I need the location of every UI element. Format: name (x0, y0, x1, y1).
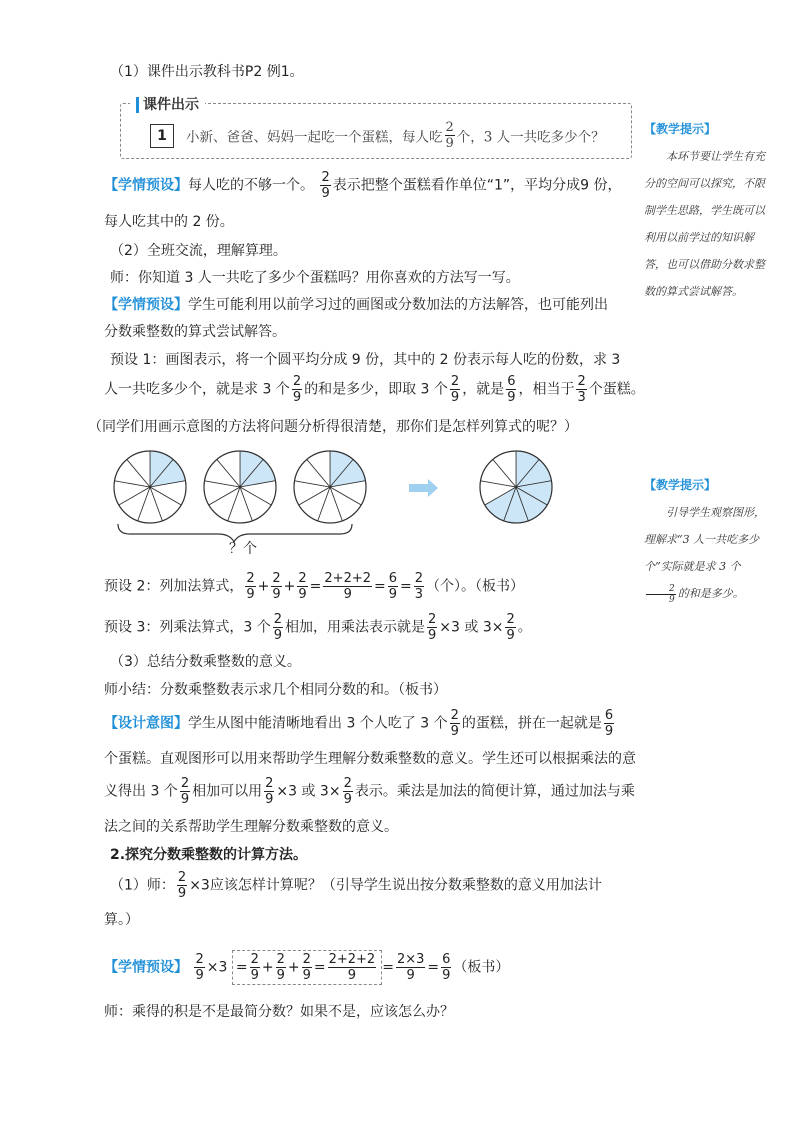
numerator: 2 (276, 952, 285, 967)
yushe-1-a: 预设 1：画图表示，将一个圆平均分成 9 份，其中的 2 份表示每人吃的份数，求 3 (110, 352, 621, 368)
denominator: 9 (265, 792, 274, 807)
numerator: 2 (265, 776, 274, 791)
pie-2 (204, 451, 276, 523)
q1-t1: （1）师： (110, 877, 175, 894)
question-calc-cont: 算。） (104, 912, 139, 928)
numerator: 2+2+2 (328, 952, 376, 967)
arrow-right-icon (409, 479, 438, 497)
example-number-badge: 1 (150, 124, 174, 148)
denominator: 9 (406, 968, 415, 983)
calc-steps-box: = $\frac{2}{9}$ + $\frac{2}{9}$ + $\frac{2}{9}$ = $\frac{2+2+2}{9}$ (232, 950, 382, 985)
fraction-2-9 (343, 776, 353, 807)
step-2-line: （2）全班交流，理解算理。 (110, 243, 287, 259)
denominator: 9 (272, 587, 281, 602)
side-note-title: 【教学提示】 (644, 122, 717, 136)
section-heading-2: 2.探究分数乘整数的计算方法。 (110, 847, 308, 863)
preset-1-text-b: 表示把整个蛋糕看作单位“1”，平均分成9 份， (332, 177, 622, 194)
ys1-t2: 的和是多少，即取 3 个 (304, 381, 448, 398)
denominator: 3 (577, 390, 586, 405)
denominator: 9 (343, 587, 352, 602)
numerator: 2 (428, 612, 437, 627)
denominator: 9 (321, 186, 330, 201)
fraction-6-9 (388, 571, 398, 602)
fraction-2-9 (194, 952, 204, 983)
fraction-2-9 (250, 952, 260, 983)
ys1-t3: ，就是 (462, 381, 505, 398)
denominator: 9 (347, 968, 357, 983)
denominator: 9 (604, 724, 614, 739)
numerator: 2 (180, 776, 190, 791)
courseware-title-text: 课件出示 (143, 97, 199, 113)
design-intent (104, 708, 616, 739)
fraction-2-9 (276, 952, 286, 983)
numerator: 2 (195, 952, 204, 967)
pie-4 (480, 451, 552, 523)
p3d-t2: 相加可以用 (192, 783, 263, 800)
tag-xueqing: 【学情预设】 (104, 177, 188, 194)
fraction-2-9 (450, 708, 460, 739)
p3d-t3: ×3 或 3× (276, 783, 341, 800)
fraction-2-9 (505, 612, 515, 643)
courseware-title (130, 94, 205, 114)
fraction-2-9 (273, 612, 283, 643)
numerator: 2 (273, 612, 282, 627)
numerator: 6 (507, 374, 516, 389)
denominator: 9 (298, 587, 307, 602)
ys3-t4: 。 (517, 619, 532, 636)
denominator: 9 (388, 587, 398, 602)
yushe-1-b (104, 374, 645, 405)
fraction-2-9 (646, 584, 676, 605)
times-3: ×3 (206, 959, 228, 976)
numerator: 2 (321, 170, 330, 185)
numerator: 2×3 (396, 952, 425, 967)
preset-1-cont: 每人吃其中的 2 份。 (104, 214, 234, 230)
fraction-2-9 (177, 870, 187, 901)
title-accent-bar (136, 97, 139, 113)
side-note-text-a: 引导学生观察图形，理解求“3 人一共吃多少个”实际就是求 3 个 (644, 506, 765, 573)
step-1-line: （1）课件出示教科书P2 例1。 (110, 64, 304, 80)
denominator: 9 (442, 968, 451, 983)
denominator: 9 (450, 390, 460, 405)
side-note-text (644, 499, 768, 607)
denominator: 9 (292, 390, 302, 405)
denominator: 9 (302, 968, 311, 983)
denominator: 9 (445, 136, 454, 151)
p3d-t1: 义得出 3 个 (104, 783, 178, 800)
fraction-2-9 (292, 374, 302, 405)
fraction-product (396, 952, 425, 983)
fraction-6-9 (604, 708, 614, 739)
question-calc (110, 870, 602, 901)
side-note-text: 本环节要让学生有充分的空间可以探究，不限制学生思路，学生既可以利用以前学过的知识解答，也可以借助分数求整数的算式尝试解答。 (644, 150, 765, 298)
fraction-2-9 (302, 952, 312, 983)
numerator: 6 (604, 708, 614, 723)
numerator: 2 (292, 374, 302, 389)
teacher-question-1: 师：你知道 3 人一共吃了多少个蛋糕吗？用你喜欢的方法写一写。 (110, 270, 520, 286)
ys2-text: 预设 2：列加法算式， (104, 578, 244, 595)
numerator: 2 (246, 571, 255, 586)
question-text-a: 小新、爸爸、妈妈一起吃一个蛋糕，每人吃 (186, 129, 443, 146)
fraction-6-9 (441, 952, 451, 983)
denominator: 9 (177, 886, 187, 901)
transition-question: （同学们用画示意图的方法将问题分析得很清楚，那你们是怎样列算式的呢？） (88, 419, 578, 435)
fraction-2-9 (445, 120, 455, 151)
numerator: 2 (577, 374, 586, 389)
numerator: 2 (506, 612, 515, 627)
brace-label: ？个 (229, 541, 257, 557)
ys1-t1: 人一共吃多少个，就是求 3 个 (104, 381, 290, 398)
numerator: 2 (250, 952, 259, 967)
denominator: 9 (273, 628, 282, 643)
denominator: 9 (450, 724, 459, 739)
yushe-3 (104, 612, 532, 643)
ys2-tail: （个）。（板书） (426, 578, 525, 595)
fraction-sum (323, 571, 372, 602)
preset-1-text-a: 每人吃的不够一个。 (188, 177, 314, 194)
pie-3 (294, 451, 366, 523)
numerator: 2 (302, 952, 311, 967)
denominator: 9 (669, 594, 675, 605)
tag-xueqing: 【学情预设】 (104, 297, 188, 313)
fraction-sum (328, 952, 377, 983)
numerator: 6 (388, 571, 398, 586)
preset-2-text-a: 学生可能利用以前学习过的画图或分数加法的方法解答，也可能列出 (188, 297, 608, 313)
example-question (186, 120, 605, 151)
ys1-t5: 个蛋糕。 (588, 381, 645, 398)
design-intent-3 (104, 776, 635, 807)
tag-sheji: 【设计意图】 (104, 715, 188, 732)
teacher-summary: 师小结：分数乘整数表示求几个相同分数的和。（板书） (104, 682, 447, 698)
numerator: 2 (450, 374, 460, 389)
ys3-t3: ×3 或 3× (439, 619, 504, 636)
fraction-6-9 (506, 374, 516, 405)
design-intent-4: 法之间的关系帮助学生理解分数乘整数的意义。 (104, 819, 398, 835)
p3-t1: 学生从图中能清晰地看出 3 个人吃了 3 个 (188, 715, 448, 732)
denominator: 9 (276, 968, 285, 983)
numerator: 2+2+2 (324, 571, 372, 586)
fraction-2-3 (576, 374, 586, 405)
fraction-2-9 (450, 374, 460, 405)
side-note-1 (644, 120, 768, 305)
denominator: 9 (506, 628, 515, 643)
denominator: 9 (250, 968, 259, 983)
numerator: 2 (450, 708, 459, 723)
preset-1 (104, 170, 622, 201)
fraction-2-9 (245, 571, 255, 602)
denominator: 9 (195, 968, 204, 983)
denominator: 9 (428, 628, 437, 643)
fraction-2-9 (180, 776, 190, 807)
pie-diagram (100, 440, 570, 560)
numerator: 2 (272, 571, 281, 586)
fraction-2-9 (320, 170, 330, 201)
fraction-2-9 (297, 571, 307, 602)
denominator: 9 (246, 587, 255, 602)
ys1-t4: ，相当于 (518, 381, 575, 398)
numerator: 2 (177, 870, 187, 885)
numerator: 2 (646, 584, 676, 595)
denominator: 3 (414, 587, 424, 602)
fraction-2-9 (427, 612, 437, 643)
q1-t2: ×3应该怎样计算呢？（引导学生说出按分数乘整数的意义用加法计 (189, 877, 602, 894)
side-note-title: 【教学提示】 (644, 478, 717, 492)
yushe-2: 预设 2：列加法算式， $\frac{2}{9}$ + $\frac{2}{9}$ + $\frac{2}{9}$ = $\frac{2+2+2}{9}$ = $\frac{6}{9}$ = $\frac{2}{3}$ （个）。（板书） (104, 571, 525, 602)
design-intent-2: 个蛋糕。直观图形可以用来帮助学生理解分数乘整数的意义。学生还可以根据乘法的意 (104, 751, 636, 767)
question-text-b: 个，3 人一共吃多少个？ (456, 129, 605, 146)
side-note-2 (644, 476, 768, 607)
side-note-text-b: 的和是多少。 (677, 587, 744, 600)
pie-1 (114, 451, 186, 523)
tag-xueqing: 【学情预设】 (104, 959, 188, 976)
ys3-t2: 相加，用乘法表示就是 (285, 619, 425, 636)
preset-calc: 【学情预设】 $\frac{2}{9}$ ×3 = $\frac{2}{9}$ + $\frac{2}{9}$ + $\frac{2}{9}$ = $\frac{2+2+2}{9}$ = $\frac{2\times 3}{9}$ = $\frac{6}{9}$ （板书） (104, 952, 510, 983)
denominator: 9 (343, 792, 352, 807)
numerator: 2 (298, 571, 307, 586)
numerator: 2 (414, 571, 424, 586)
p3-t2: 的蛋糕，拼在一起就是 (461, 715, 602, 732)
calc-tail: （板书） (453, 959, 510, 976)
numerator: 2 (343, 776, 352, 791)
numerator: 6 (442, 952, 451, 967)
preset-2-cont: 分数乘整数的算式尝试解答。 (104, 324, 286, 340)
denominator: 9 (180, 792, 190, 807)
fraction-2-9 (264, 776, 274, 807)
ys3-t1: 预设 3：列乘法算式，3 个 (104, 619, 271, 636)
fraction-2-9 (271, 571, 281, 602)
p3d-t4: 表示。乘法是加法的简便计算，通过加法与乘 (354, 783, 635, 800)
preset-2 (104, 295, 608, 315)
teacher-question-2: 师：乘得的积是不是最简分数？如果不是，应该怎么办？ (104, 1004, 454, 1020)
fraction-2-3 (414, 571, 424, 602)
numerator: 2 (445, 120, 454, 135)
denominator: 9 (507, 390, 516, 405)
step-3-line: （3）总结分数乘整数的意义。 (110, 654, 301, 670)
